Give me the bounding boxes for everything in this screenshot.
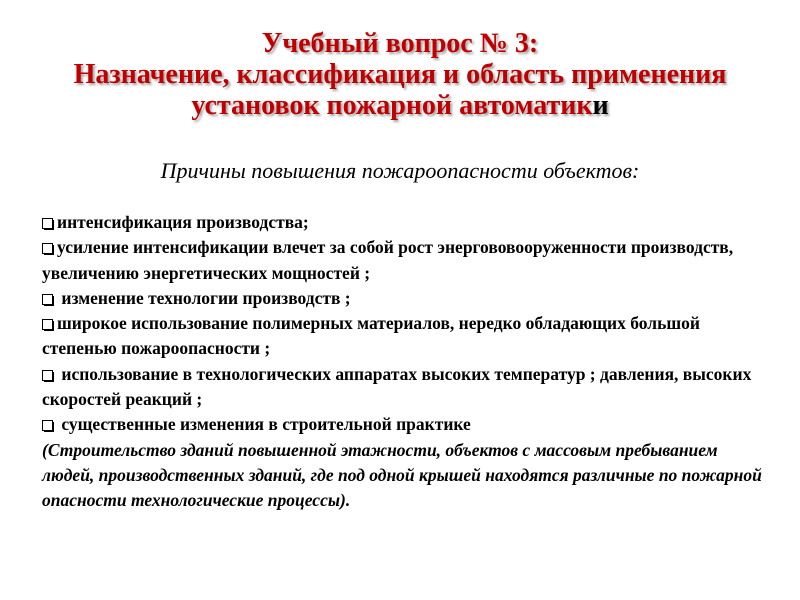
reasons-list [42,210,772,514]
list-item [42,235,772,286]
subtitle: Причины повышения пожароопасности объектов: [160,158,640,183]
title-line-3-end: и [592,90,609,121]
title-line-1: Учебный вопрос № 3: [261,28,539,59]
square-bullet-icon [42,319,53,330]
square-bullet-icon [42,370,53,381]
list-item [42,362,772,413]
square-bullet-icon [42,420,53,431]
list-item-text: использование в технологических аппаратах высоких температур ; давления, высоких скоростей реакций ; [42,363,752,410]
list-item-text: существенные изменения в строительной практике [57,414,471,435]
square-bullet-icon [42,243,53,254]
title-line-3-main: установок пожарной автоматик [191,90,593,121]
list-item [42,286,772,311]
construction-note: (Строительство зданий повышенной этажности, объектов с массовым пребыванием людей, производственных зданий, где под одной крышей находятся различные по пожарной опасности технологические процессы). [42,439,762,511]
slide-title [0,28,800,121]
title-line-2: Назначение, классификация и область применения [73,59,727,90]
list-item-text: интенсификация производства; [57,212,309,232]
title-line-3 [0,90,800,121]
square-bullet-icon [42,218,53,229]
list-item-text: усиление интенсификации влечет за собой рост энергововооруженности производств, увеличению энергетических мощностей ; [42,237,734,283]
list-item [42,412,772,437]
list-item-text: изменение технологии производств ; [57,287,351,308]
list-item-text: широкое использование полимерных материалов, нередко обладающих большой степенью пожароопасности ; [42,313,700,359]
list-item [42,311,772,362]
list-item [42,210,772,235]
square-bullet-icon [42,294,53,305]
